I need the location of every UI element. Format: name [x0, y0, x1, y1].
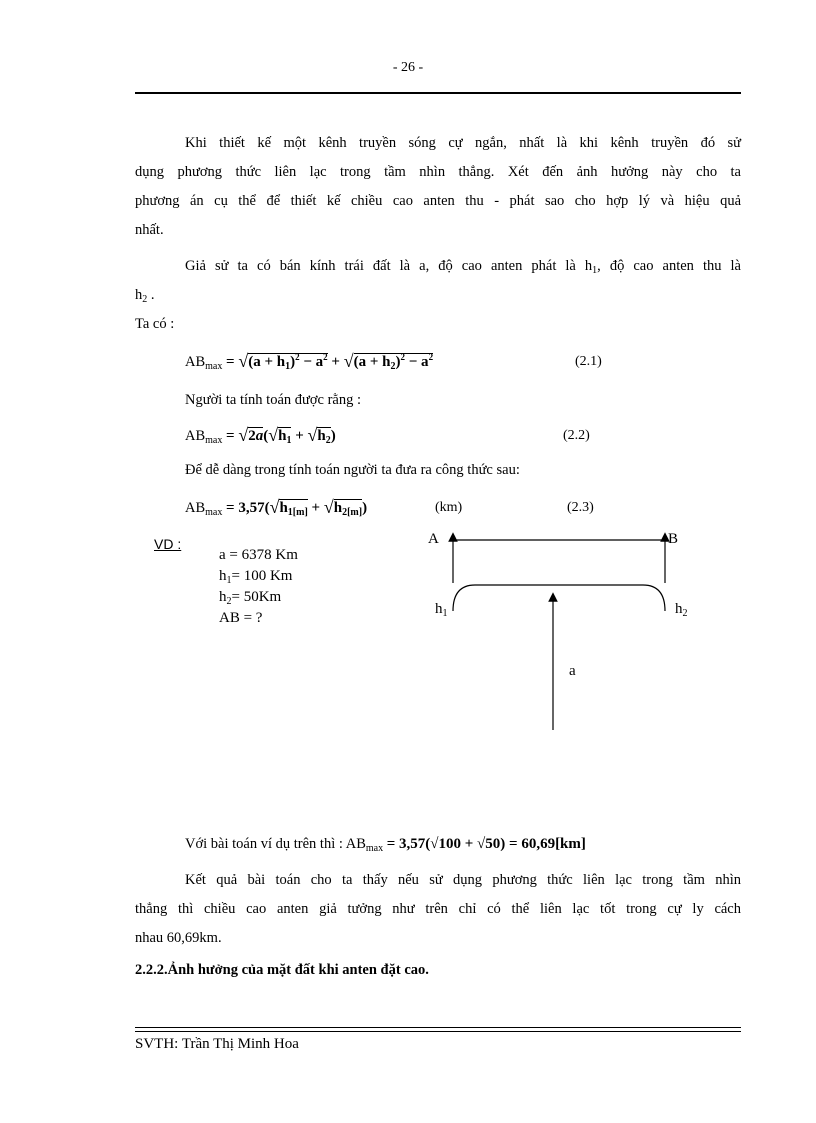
section-heading: 2.2.2.Ảnh hưởng của mặt đất khi anten đặt cao. — [135, 962, 429, 978]
text-line: thẳng thì chiều cao anten giả tưởng như trên chỉ có thể liên lạc tốt trong cự ly cách — [135, 901, 741, 917]
example-a: a = 6378 Km — [219, 547, 298, 563]
text-line: Ta có : — [135, 316, 175, 332]
text-line: nhau 60,69km. — [135, 930, 222, 946]
text-line: $h_2$ . — [135, 287, 155, 305]
label-h1: $h_1$ — [435, 601, 448, 619]
label-b-top: B — [668, 531, 679, 547]
header-rule — [135, 92, 741, 94]
example-label: VD : — [154, 536, 182, 552]
diagram-svg — [425, 525, 705, 740]
footer-rule — [135, 1027, 741, 1028]
text-line: Kết quả bài toán cho ta thấy nếu sử dụng phương thức liên lạc trong tầm nhìn — [185, 872, 741, 888]
paragraph-conclusion — [135, 866, 741, 953]
footer-rule — [135, 1031, 741, 1032]
example-values — [219, 545, 298, 629]
example-h1: $h_1= 100$ Km — [219, 568, 293, 586]
unit-label: (km) — [435, 500, 463, 515]
formula-2-1: $AB_{max} = √(a + h_1)^2 - a^2 + √(a + h_2)^2 - a^2$ — [185, 351, 434, 372]
equation-number: (2.1) — [575, 354, 602, 369]
footer-author: SVTH: Trần Thị Minh Hoa — [135, 1036, 299, 1052]
formula-2-3: $AB_{max} = 3,57(√h_{1[m]} + √h_{2[m]})$ — [185, 497, 368, 518]
text-line: phương án cụ thể để thiết kế chiều cao anten thu - phát sao cho hợp lý và hiệu quả — [135, 193, 741, 209]
formula-2-2: $AB_{max} = √2a(√h_1 + √h_2)$ — [185, 425, 336, 446]
antenna-diagram — [425, 525, 705, 740]
paragraph-assumption — [135, 252, 741, 339]
equation-number: (2.3) — [567, 500, 594, 515]
text-line: Giả sử ta có bán kính trái đất là a, độ cao anten phát là $h_1$, độ cao anten thu là — [185, 258, 741, 276]
text-line: nhất. — [135, 222, 164, 238]
label-radius: a — [569, 663, 576, 679]
text-line: Khi thiết kế một kênh truyền sóng cự ngắn, nhất là khi kênh truyền đó sử — [185, 135, 741, 151]
text-formula-intro: Để dễ dàng trong tính toán người ta đưa ra công thức sau: — [185, 462, 520, 478]
example-h2: $h_2= 50Km$ — [219, 589, 282, 607]
label-h2: $h_2$ — [675, 601, 688, 619]
page-number: - 26 - — [392, 60, 424, 75]
example-ab: AB = ? — [219, 610, 263, 626]
label-a-top: A — [428, 531, 439, 547]
result-line: Với bài toán ví dụ trên thì : $AB_{max} = 3,57(√100 + √50) = 60,69[km]$ — [185, 836, 586, 854]
paragraph-intro — [135, 129, 741, 245]
equation-number: (2.2) — [563, 428, 590, 443]
text-calc: Người ta tính toán được rằng : — [185, 392, 362, 408]
earth-surface — [453, 585, 665, 611]
text-line: dụng phương thức liên lạc trong tầm nhìn thẳng. Xét đến ảnh hưởng này cho ta — [135, 164, 741, 180]
